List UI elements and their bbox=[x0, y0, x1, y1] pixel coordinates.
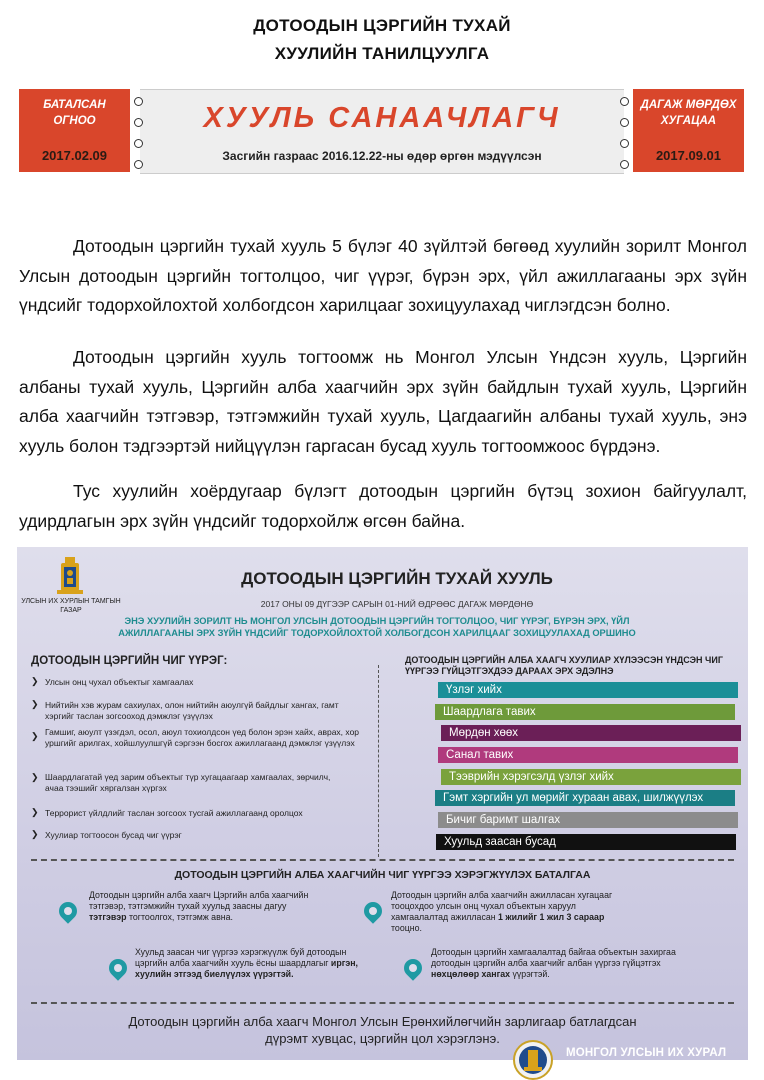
list-item: Улсын онц чухал объектыг хамгаалах bbox=[45, 677, 194, 687]
effective-date-label: ДАГАЖ МӨРДӨХ ХУГАЦАА bbox=[640, 99, 737, 127]
rights-bar: Гэмт хэргийн ул мөрийг хураан авах, шилжүүлэх bbox=[435, 790, 735, 806]
chevron-right-icon: ❯ bbox=[31, 807, 39, 817]
guarantee-pension: Дотоодын цэргийн алба хаагч Цэргийн алба хаагчийн тэтгэвэр, тэтгэмжийн тухай хуульд заасны дагуу тэтгэвэр тогтоолгох, тэтгэмж авна. bbox=[89, 890, 309, 922]
list-item: Хуулиар тогтоосон бусад чиг үүрэг bbox=[45, 830, 182, 840]
column-divider bbox=[378, 665, 379, 857]
chevron-right-icon: ❯ bbox=[31, 676, 39, 686]
guarantee-compliance: Хуульд заасан чиг үүргээ хэрэгжүүлж буй дотоодын цэргийн алба хаагчийн хууль ёсны шаардлагыг иргэн, хуулийн этгээд биелүүлэх үүрэгтэй. bbox=[135, 947, 358, 979]
body-paragraph-2: Дотоодын цэргийн хууль тогтоомж нь Монгол Улсын Үндсэн хууль, Цэргийн албаны тухай хууль, Цэргийн алба хаагчийн эрх зүйн байдлын тухай хууль, Цэргийн алба хаагчийн тэтгэвэр, тэтгэмжийн тухай хууль, Цагдаагийн албаны тухай хууль, энэ хууль болон тэдгээртэй нийцүүлэн гаргасан бусад хууль тогтоомжоос бүрдэнэ. bbox=[19, 347, 747, 456]
list-item: Гамшиг, аюулт үзэгдэл, осол, аюул тохиолдсон үед болон эрэн хайх, аврах, хор уршгийг арилгах, хойшлуулшгүй сэргээн босгох ажиллагаанд дэмжлэг үзүүлэх bbox=[45, 727, 360, 748]
rights-bar: Санал тавих bbox=[438, 747, 738, 763]
location-pin-icon bbox=[55, 898, 80, 923]
effective-date-value: 2017.09.01 bbox=[655, 148, 722, 163]
guarantee-service-time: Дотоодын цэргийн алба хаагчийн ажилласан хугацааг тооцохдоо улсын онц чухал объектын харуул хамгаалалтад ажилласан 1 жилийг 1 жил 3 сараар тооцно. bbox=[391, 890, 613, 933]
effective-date-box bbox=[633, 89, 744, 172]
location-pin-icon bbox=[105, 955, 130, 980]
guarantee-conditions: Дотоодын цэргийн хамгаалалтад байгаа объектын захиргаа дотоодын цэргийн алба хаагчийг албан үүргээ гүйцэтгэх нөхцөлөөр хангах үүрэгтэй. bbox=[431, 947, 676, 979]
location-pin-icon bbox=[400, 955, 425, 980]
list-item: Террорист үйлдлийг таслан зогсоох тусгай ажиллагаанд оролцох bbox=[45, 808, 303, 818]
rights-bar: Мөрдөн хөөх bbox=[441, 725, 741, 741]
approval-date-label: БАТАЛСАН ОГНОО bbox=[43, 99, 106, 127]
section-divider bbox=[31, 859, 734, 861]
chevron-right-icon: ❯ bbox=[31, 829, 39, 839]
list-item: Нийтийн хэв журам сахиулах, олон нийтийн аюулгүй байдлыг хангах, гамт хэргийг таслан зогсооход дэмжлэг үзүүлэх bbox=[45, 700, 339, 721]
list-item: Шаардлагатай үед зарим объектыг түр хугацаагаар хамгаалах, зөрчилч, ачаа тээшийг хяргалзан хүргэх bbox=[45, 772, 331, 793]
infographic-goal: ЭНЭ ХУУЛИЙН ЗОРИЛТ НЬ МОНГОЛ УЛСЫН ДОТООДЫН ЦЭРГИЙН ТОГТОЛЦОО, ЧИГ ҮҮРЭГ, БҮРЭН ЭРХ, ҮЙЛ АЖИЛЛАГААНЫ ЭРХ ЗҮЙН ҮНДСИЙГ ТОДОРХОЙЛОХТОЙ ХОЛБОГДСОН ХАРИЛЦААГ ЗОХИЦУУЛАХАД ОРШИНО bbox=[118, 616, 636, 638]
emblem-caption: УЛСЫН ИХ ХУРЛЫН ТАМГЫН ГАЗАР bbox=[21, 598, 121, 614]
infographic-subtitle: 2017 ОНЫ 09 ДҮГЭЭР САРЫН 01-НИЙ ӨДРӨӨС ДАГАЖ МӨРДӨНӨ bbox=[260, 599, 534, 609]
section-divider bbox=[31, 1002, 734, 1004]
document-title-line2: ХУУЛИЙН ТАНИЛЦУУЛГА bbox=[274, 44, 490, 63]
parliament-logo-icon bbox=[513, 1040, 553, 1080]
infographic bbox=[17, 547, 748, 1060]
body-paragraph-3: Тус хуулийн хоёрдугаар бүлэгт дотоодын цэргийн бүтэц зохион байгуулалт, удирдлагын эрх зүйн үндсийг тодорхойлж өгсөн байна. bbox=[19, 481, 747, 531]
rights-bar: Тээврийн хэрэгсэлд үзлэг хийх bbox=[441, 769, 741, 785]
infographic-footer: Дотоодын цэргийн алба хаагч Монгол Улсын Ерөнхийлөгчийн зарлигаар батлагдсан дүрэмт хувцас, цэргийн цол хэрэглэнэ. bbox=[128, 1014, 637, 1046]
law-initiator-title: ХУУЛЬ САНААЧЛАГЧ bbox=[203, 102, 561, 134]
guarantees-heading: ДОТООДЫН ЦЭРГИЙН АЛБА ХААГЧИЙН ЧИГ ҮҮРГЭЭ ХЭРЭГЖҮҮЛЭХ БАТАЛГАА bbox=[174, 869, 591, 881]
location-pin-icon bbox=[360, 898, 385, 923]
watermark-text: МОНГОЛ УЛСЫН ИХ ХУРАЛ bbox=[566, 1047, 727, 1059]
rights-bar: Бичиг баримт шалгах bbox=[438, 812, 738, 828]
law-initiator-subtitle: Засгийн газраас 2016.12.22-ны өдөр өргөн мэдүүлсэн bbox=[222, 149, 542, 163]
duties-heading: ДОТООДЫН ЦЭРГИЙН ЧИГ ҮҮРЭГ: bbox=[31, 655, 228, 667]
rights-heading: ДОТООДЫН ЦЭРГИЙН АЛБА ХААГЧ ХУУЛИАР ХҮЛЭЭСЭН ҮНДСЭН ЧИГ ҮҮРГЭЭ ГҮЙЦЭТГЭХДЭЭ ДАРААХ ЭРХ ЭДЭЛНЭ bbox=[405, 655, 723, 676]
chevron-right-icon: ❯ bbox=[31, 731, 39, 741]
approval-date-value: 2017.02.09 bbox=[41, 148, 108, 163]
chevron-right-icon: ❯ bbox=[31, 699, 39, 709]
approval-date-box bbox=[19, 89, 130, 172]
rights-bar: Үзлэг хийх bbox=[438, 682, 738, 698]
document-title-line1: ДОТООДЫН ЦЭРГИЙН ТУХАЙ bbox=[253, 16, 511, 35]
body-paragraph-1: Дотоодын цэргийн тухай хууль 5 бүлэг 40 зүйлтэй бөгөөд хуулийн зорилт Монгол Улсын дотоодын цэргийн тогтолцоо, чиг үүрэг, бүрэн эрх, үйл ажиллагааны эрх зүйн үндсийг тодорхойлохтой холбогдсон харилцааг зохицуулахад чиглэгдсэн болно. bbox=[19, 236, 747, 315]
chevron-right-icon: ❯ bbox=[31, 772, 39, 782]
rights-bar: Шаардлага тавих bbox=[435, 704, 735, 720]
parliament-emblem-icon bbox=[53, 557, 87, 595]
infographic-title: ДОТООДЫН ЦЭРГИЙН ТУХАЙ ХУУЛЬ bbox=[241, 569, 553, 588]
law-initiator-box bbox=[140, 89, 624, 174]
rights-bar: Хуульд заасан бусад bbox=[436, 834, 736, 850]
